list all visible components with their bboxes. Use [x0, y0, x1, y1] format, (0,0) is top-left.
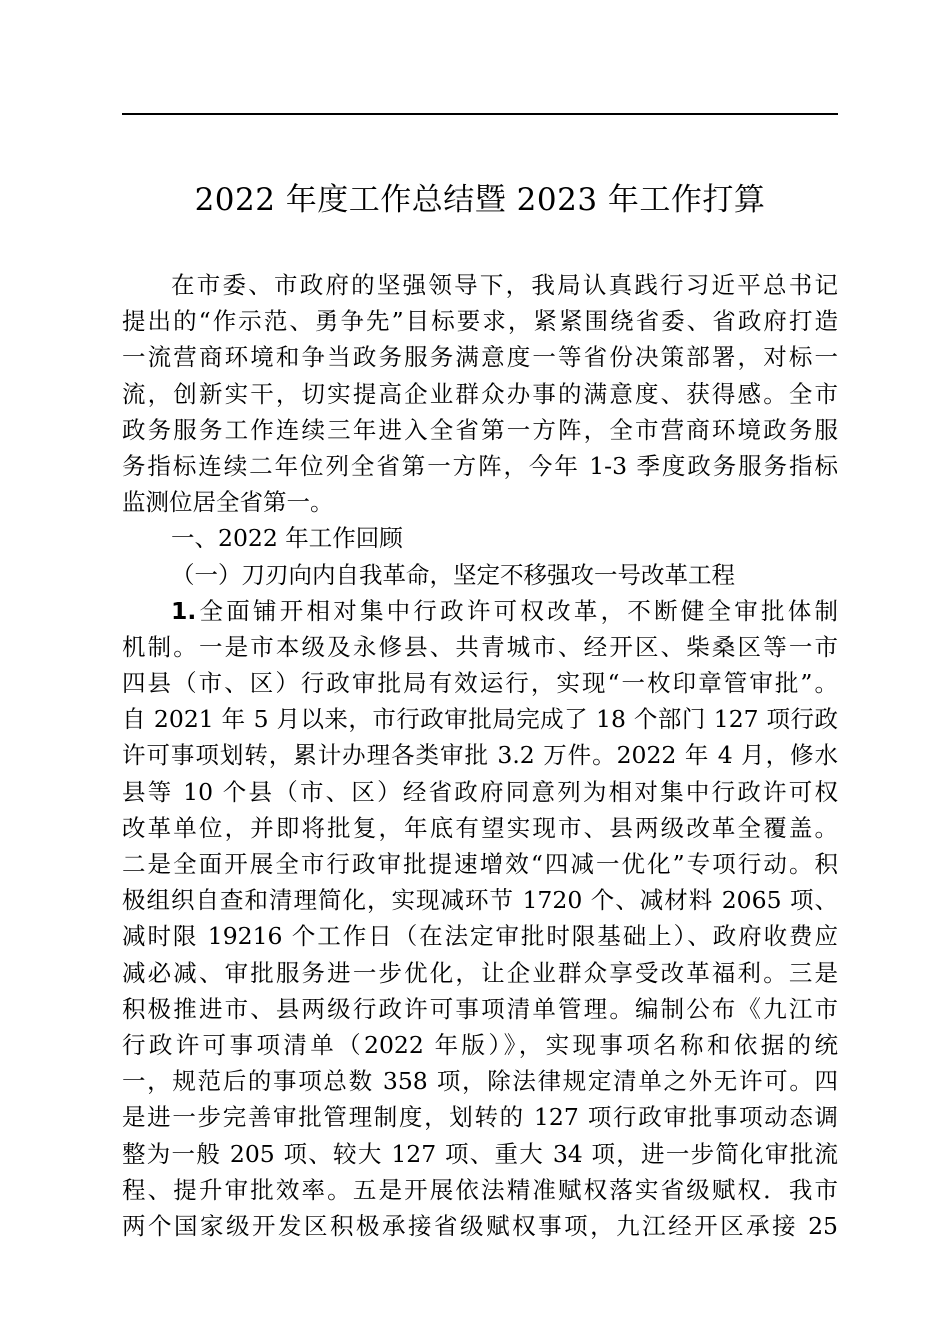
item-number: 1.: [171, 596, 197, 625]
body-line: 改革单位，并即将批复，年底有望实现市、县两级改革全覆盖。: [122, 813, 838, 842]
subsection-heading: （一）刀刃向内自我革命，坚定不移强攻一号改革工程: [171, 560, 735, 589]
item-text: 全面铺开相对集中行政许可权改革，不断健全审批体制: [196, 596, 838, 625]
body-line: 整为一般 205 项、较大 127 项、重大 34 项，进一步简化审批流: [122, 1139, 838, 1168]
body-line: 务指标连续二年位列全省第一方阵，今年 1-3 季度政务服务指标: [122, 451, 838, 480]
header-rule: [122, 113, 838, 115]
body-line: 二是全面开展全市行政审批提速增效“四减一优化”专项行动。积: [122, 850, 838, 878]
body-line: 行政许可事项清单（2022 年版）》，实现事项名称和依据的统: [122, 1030, 838, 1059]
item-line: [122, 593, 838, 629]
document-title: 2022 年度工作总结暨 2023 年工作打算: [194, 182, 766, 218]
body-line: 提出的“作示范、勇争先”目标要求，紧紧围绕省委、省政府打造: [122, 307, 838, 336]
body-line: 是进一步完善审批管理制度，划转的 127 项行政审批事项动态调: [122, 1103, 838, 1132]
body-line: 监测位居全省第一。: [122, 488, 334, 517]
body-line: 县等 10 个县（市、区）经省政府同意列为相对集中行政许可权: [122, 777, 838, 806]
body-line: 机制。一是市本级及永修县、共青城市、经开区、柴桑区等一市: [122, 632, 838, 661]
body-line: 极组织自查和清理简化，实现减环节 1720 个、减材料 2065 项、: [122, 886, 838, 915]
body-line: 两个国家级开发区积极承接省级赋权事项，九江经开区承接 25: [122, 1211, 838, 1240]
body-line: 积极推进市、县两级行政许可事项清单管理。编制公布《九江市: [122, 994, 838, 1023]
body-line: 一，规范后的事项总数 358 项，除法律规定清单之外无许可。四: [122, 1067, 838, 1096]
body-line: 减必减、审批服务进一步优化，让企业群众享受改革福利。三是: [122, 958, 838, 987]
body-line: 自 2021 年 5 月以来，市行政审批局完成了 18 个部门 127 项行政: [122, 705, 838, 734]
document-body: [122, 267, 838, 1244]
body-line: 程、提升审批效率。五是开展依法精准赋权落实省级赋权．我市: [122, 1175, 838, 1204]
body-line: 四县（市、区）行政审批局有效运行，实现“一枚印章管审批”。: [122, 669, 838, 698]
body-line: 流，创新实干，切实提高企业群众办事的满意度、获得感。全市: [122, 379, 838, 408]
section-heading: 一、2022 年工作回顾: [171, 524, 403, 553]
body-line: 减时限 19216 个工作日（在法定审批时限基础上）、政府收费应: [122, 922, 838, 951]
body-line: 在市委、市政府的坚强领导下，我局认真践行习近平总书记: [171, 271, 838, 299]
body-line: 一流营商环境和争当政务服务满意度一等省份决策部署，对标一: [122, 343, 838, 372]
body-line: 许可事项划转，累计办理各类审批 3.2 万件。2022 年 4 月，修水: [122, 741, 838, 770]
body-line: 政务服务工作连续三年进入全省第一方阵，全市营商环境政务服: [122, 415, 838, 444]
